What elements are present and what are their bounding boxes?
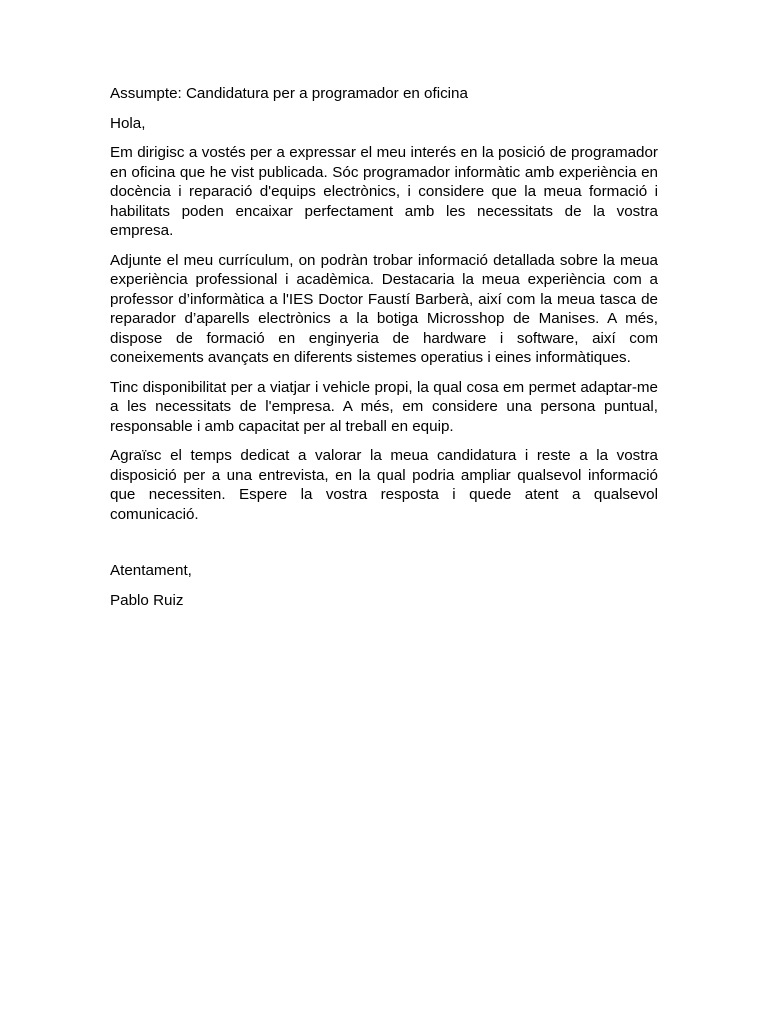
- letter-body: [110, 84, 658, 620]
- letter-closing: Atentament,: [110, 562, 192, 579]
- letter-greeting: Hola,: [110, 114, 146, 132]
- letter-paragraph-experience: Adjunte el meu currículum, on podràn trobar informació detallada sobre la meua experiència professional i acadèmica. Destacaria la meua experiència com a professor d’informàtica a l'IES Doctor Faustí Barberà, així com la meua tasca de reparador d’aparells electrònics a la botiga Microsshop de Manises. A més, dispose de formació en enginyeria de hardware i software, així com coneixements avançats en diferents sistemes operatius i eines informàtiques.: [110, 251, 658, 366]
- letter-signature: Pablo Ruiz: [110, 591, 184, 609]
- letter-subject: Assumpte: Candidatura per a programador en oficina: [110, 85, 468, 102]
- letter-paragraph-availability: Tinc disponibilitat per a viatjar i vehicle propi, la qual cosa em permet adaptar-me a les necessitats de l'empresa. A més, em considere una persona puntual, responsable i amb capacitat per al treball en equip.: [110, 378, 658, 435]
- letter-paragraph-intro: Em dirigisc a vostés per a expressar el meu interés en la posició de programador en oficina que he vist publicada. Sóc programador informàtic amb experiència en docència i reparació d'equips electrònics, i considere que la meua formació i habilitats poden encaixar perfectament amb les necessitats de la vostra empresa.: [110, 144, 658, 239]
- letter-paragraph-thanks: Agraïsc el temps dedicat a valorar la meua candidatura i reste a la vostra disposició per a una entrevista, en la qual podria ampliar qualsevol informació que necessiten. Espere la vostra resposta i quede atent a qualsevol comunicació.: [110, 447, 658, 523]
